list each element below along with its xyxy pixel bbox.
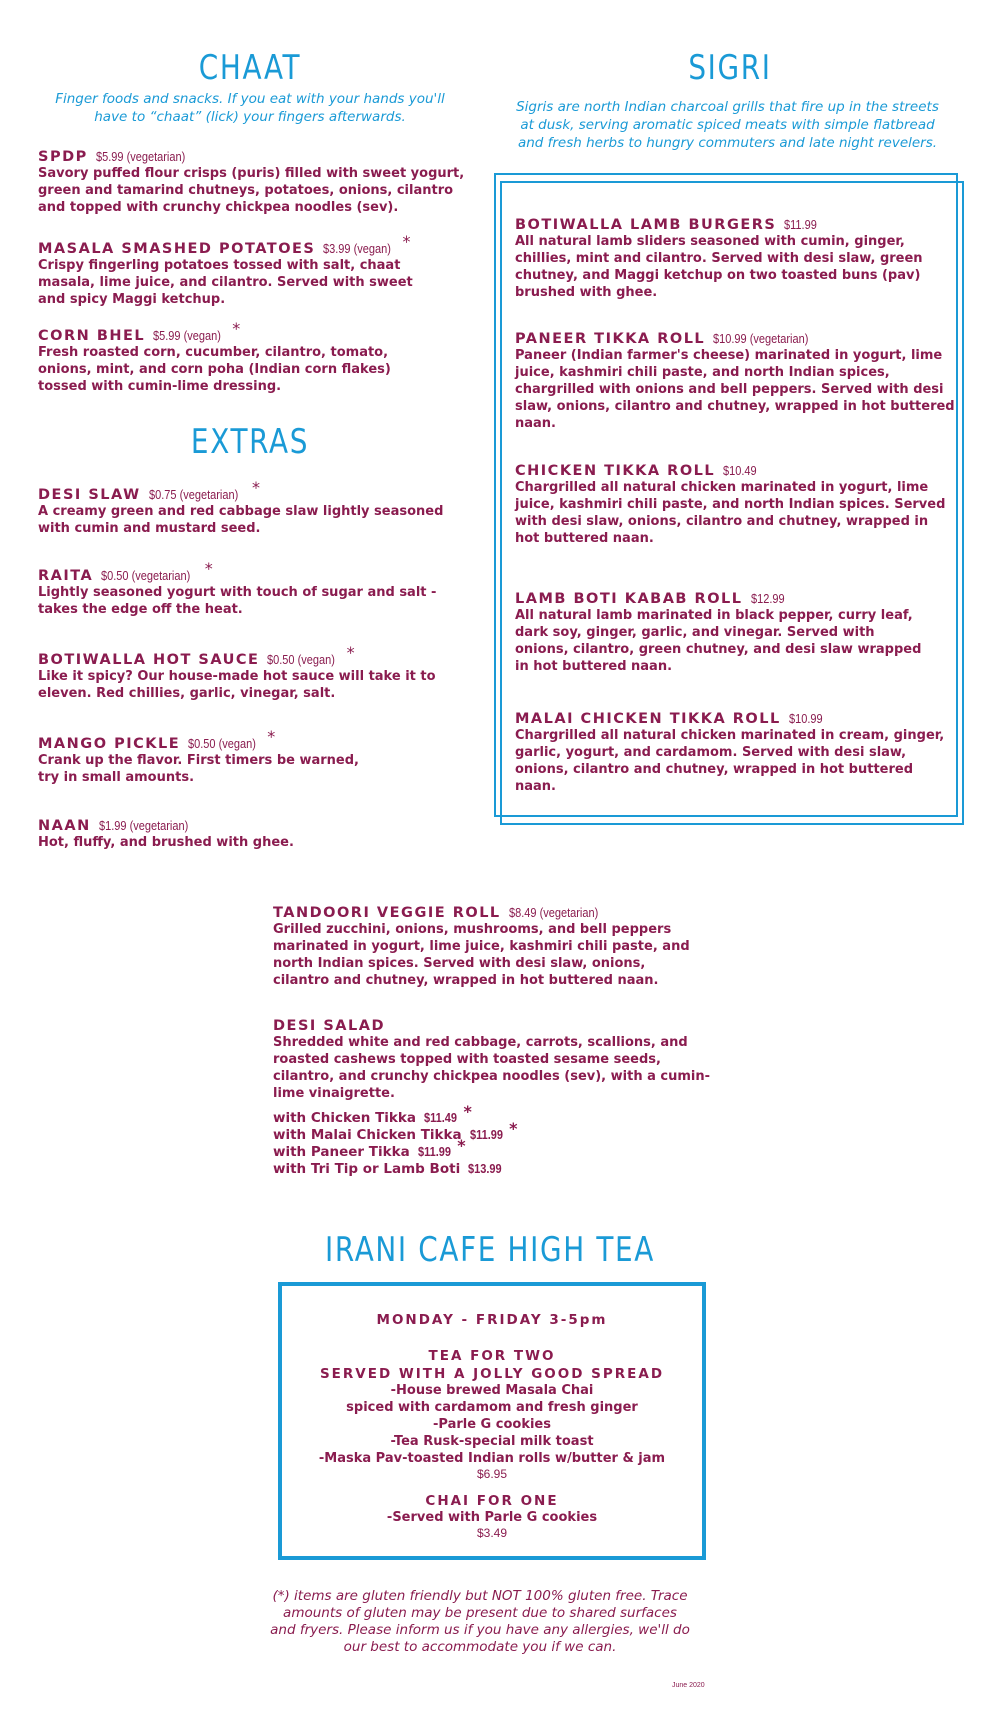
menu-item-spdp xyxy=(38,146,478,216)
item-name: NAAN xyxy=(38,818,91,834)
gluten-friendly-asterisk: * xyxy=(232,318,241,338)
menu-item-tandoori-veggie-roll xyxy=(273,902,693,989)
menu-item-corn-bhel xyxy=(38,318,423,395)
item-price: $10.99 xyxy=(788,712,823,726)
item-description: Crispy fingerling potatoes tossed with salt, chaat masala, lime juice, and cilantro. Served with sweet and spicy Maggi ketchup. xyxy=(38,258,413,307)
tea-line: -House brewed Masala Chai xyxy=(390,1383,594,1398)
item-price: $0.50 (vegan) xyxy=(188,737,256,751)
tea-line: -Tea Rusk-special milk toast xyxy=(390,1434,594,1449)
item-price: $12.99 xyxy=(750,592,785,606)
option-label: with Paneer Tikka xyxy=(273,1144,410,1160)
item-price: $11.99 xyxy=(784,218,818,232)
tea-line: spiced with cardamom and fresh ginger xyxy=(346,1400,638,1415)
menu-item-paneer-tikka-roll xyxy=(515,328,955,432)
option-label: with Malai Chicken Tikka xyxy=(273,1127,462,1143)
menu-item-desi-slaw xyxy=(38,477,468,537)
item-price: $0.50 (vegan) xyxy=(267,653,336,667)
option-price: $11.99 xyxy=(417,1145,451,1159)
gluten-friendly-asterisk: * xyxy=(463,1101,472,1121)
item-name: TANDOORI VEGGIE ROLL xyxy=(273,905,501,921)
menu-item-botiwalla-hot-sauce xyxy=(38,642,478,702)
option-label: with Chicken Tikka xyxy=(273,1110,416,1126)
extras-heading: EXTRAS xyxy=(190,422,310,462)
item-name: BOTIWALLA LAMB BURGERS xyxy=(515,217,777,233)
gluten-friendly-asterisk: * xyxy=(402,231,411,251)
gluten-footnote: (*) items are gluten friendly but NOT 100% gluten free. Trace amounts of gluten may be present due to shared surfaces and fryers. Please inform us if you have any allergies, we'll do our best to accommodate you if we can. xyxy=(270,1588,690,1655)
salad-options xyxy=(273,1101,713,1178)
chaat-heading: CHAAT xyxy=(198,48,302,88)
high-tea-box xyxy=(278,1282,706,1560)
item-price: $0.50 (vegetarian) xyxy=(101,569,191,583)
chai-line: -Served with Parle G cookies xyxy=(386,1510,598,1525)
item-description: Crank up the flavor. First timers be warned, try in small amounts. xyxy=(38,753,359,785)
item-name: MASALA SMASHED POTATOES xyxy=(38,241,316,257)
gluten-friendly-asterisk: * xyxy=(267,726,276,746)
menu-item-masala-smashed-potatoes xyxy=(38,231,423,308)
item-name: MALAI CHICKEN TIKKA ROLL xyxy=(515,711,781,727)
item-name: DESI SALAD xyxy=(273,1018,385,1034)
tea-for-two-price: $6.95 xyxy=(476,1467,508,1481)
item-description: Shredded white and red cabbage, carrots, scallions, and roasted cashews topped with toasted sesame seeds, cilantro, and crunchy chickpea noodles (sev), with a cumin-lime vinaigrette. xyxy=(273,1035,711,1101)
item-name: MANGO PICKLE xyxy=(38,736,181,752)
item-price: $1.99 (vegetarian) xyxy=(98,819,188,833)
chai-for-one-price: $3.49 xyxy=(476,1526,508,1540)
tea-line: -Parle G cookies xyxy=(433,1417,551,1432)
menu-item-chicken-tikka-roll xyxy=(515,460,955,547)
item-name: SPDP xyxy=(38,149,88,165)
item-description: Chargrilled all natural chicken marinated in yogurt, lime juice, kashmiri chili paste, and north Indian spices. Served with desi slaw, onions, cilantro and chutney, wrapped in hot buttered naan. xyxy=(515,480,946,546)
item-price: $5.99 (vegetarian) xyxy=(95,150,186,164)
gluten-friendly-asterisk: * xyxy=(509,1118,518,1138)
item-description: Lightly seasoned yogurt with touch of sugar and salt - takes the edge off the heat. xyxy=(38,585,437,617)
menu-item-naan xyxy=(38,815,438,851)
item-description: Hot, fluffy, and brushed with ghee. xyxy=(38,835,294,850)
salad-option xyxy=(273,1101,713,1127)
item-name: RAITA xyxy=(38,568,94,584)
item-price: $0.75 (vegetarian) xyxy=(148,488,238,502)
item-description: Like it spicy? Our house-made hot sauce will take it to eleven. Red chillies, garlic, vinegar, salt. xyxy=(38,669,436,701)
menu-item-malai-chicken-tikka-roll xyxy=(515,708,955,795)
menu-date: June 2020 xyxy=(672,1682,705,1689)
item-description: All natural lamb sliders seasoned with cumin, ginger, chillies, mint and cilantro. Served with desi slaw, green chutney, and Maggi ketchup on two toasted buns (pav) brushed with ghee. xyxy=(515,234,923,300)
menu-item-lamb-boti-kabab-roll xyxy=(515,588,925,675)
option-price: $11.99 xyxy=(469,1128,503,1142)
item-name: CHICKEN TIKKA ROLL xyxy=(515,463,716,479)
item-description: Chargrilled all natural chicken marinated in cream, ginger, garlic, yogurt, and cardamom. Served with desi slaw, onions, cilantro and chutney, wrapped in hot buttered naan. xyxy=(515,728,945,794)
item-price: $10.49 xyxy=(723,464,757,478)
tea-for-two-title: TEA FOR TWO xyxy=(428,1348,556,1364)
gluten-friendly-asterisk: * xyxy=(252,477,261,497)
item-name: LAMB BOTI KABAB ROLL xyxy=(515,591,743,607)
sigri-heading: SIGRI xyxy=(688,48,772,88)
menu-item-raita xyxy=(38,558,468,618)
gluten-friendly-asterisk: * xyxy=(457,1135,466,1155)
item-description: All natural lamb marinated in black pepper, curry leaf, dark soy, ginger, garlic, and vinegar. Served with onions, cilantro, green chutney, and desi slaw wrapped in hot buttered naan. xyxy=(515,608,922,674)
gluten-friendly-asterisk: * xyxy=(346,642,355,662)
item-description: Paneer (Indian farmer's cheese) marinated in yogurt, lime juice, kashmiri chili paste, and north Indian spices, chargrilled with onions and bell peppers. Served with desi slaw, onions, cilantro and chutney, wrapped in hot buttered naan. xyxy=(515,348,955,431)
option-price: $11.49 xyxy=(424,1111,458,1125)
menu-item-botiwalla-lamb-burgers xyxy=(515,214,955,301)
high-tea-heading: IRANI CAFE HIGH TEA xyxy=(324,1230,656,1270)
option-price: $13.99 xyxy=(468,1162,502,1176)
item-price: $10.99 (vegetarian) xyxy=(713,332,809,346)
item-price: $3.99 (vegan) xyxy=(323,242,392,256)
item-description: Grilled zucchini, onions, mushrooms, and bell peppers marinated in yogurt, lime juice, kashmiri chili paste, and north Indian spices. Served with desi slaw, onions, cilantro and chutney, wrapped in hot buttered naan. xyxy=(273,922,690,988)
item-name: BOTIWALLA HOT SAUCE xyxy=(38,652,260,668)
item-name: CORN BHEL xyxy=(38,328,146,344)
item-price: $5.99 (vegan) xyxy=(153,329,222,343)
sigri-intro: Sigris are north Indian charcoal grills that fire up in the streets at dusk, serving aromatic spiced meats with simple flatbread and fresh herbs to hungry commuters and late night revelers. xyxy=(516,99,939,151)
tea-line: -Maska Pav-toasted Indian rolls w/butter & jam xyxy=(318,1451,666,1466)
menu-item-mango-pickle xyxy=(38,726,378,786)
salad-option xyxy=(273,1161,713,1178)
tea-spread-title: SERVED WITH A JOLLY GOOD SPREAD xyxy=(319,1366,665,1382)
item-description: Fresh roasted corn, cucumber, cilantro, tomato, onions, mint, and corn poha (Indian corn flakes) tossed with cumin-lime dressing. xyxy=(38,345,391,394)
item-price: $8.49 (vegetarian) xyxy=(508,906,598,920)
item-name: PANEER TIKKA ROLL xyxy=(515,331,706,347)
item-description: A creamy green and red cabbage slaw lightly seasoned with cumin and mustard seed. xyxy=(38,504,444,536)
chai-for-one-title: CHAI FOR ONE xyxy=(425,1493,559,1509)
menu-item-desi-salad xyxy=(273,1015,713,1178)
option-label: with Tri Tip or Lamb Boti xyxy=(273,1161,461,1177)
item-description: Savory puffed flour crisps (puris) filled with sweet yogurt, green and tamarind chutneys, potatoes, onions, cilantro and topped with crunchy chickpea noodles (sev). xyxy=(38,166,465,215)
tea-days: MONDAY - FRIDAY 3-5pm xyxy=(376,1312,608,1328)
gluten-friendly-asterisk: * xyxy=(204,558,213,578)
item-name: DESI SLAW xyxy=(38,487,141,503)
chaat-intro: Finger foods and snacks. If you eat with your hands you'll have to “chaat” (lick) your fingers afterwards. xyxy=(55,91,445,125)
